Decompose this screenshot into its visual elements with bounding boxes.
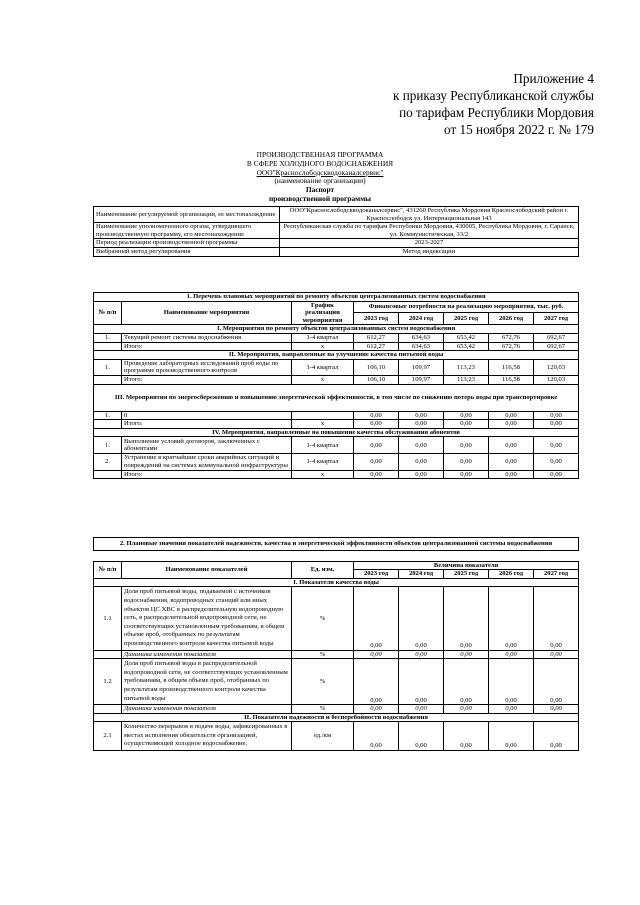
row-value: 120,03 (534, 359, 579, 375)
row-value: 0,00 (399, 587, 444, 650)
heading-title: ПРОИЗВОДСТВЕННАЯ ПРОГРАММА (256, 150, 384, 159)
year-header: 2025 год (444, 570, 489, 579)
organization-caption: (наименование организации) (274, 176, 366, 186)
dynamics-value: 0,00 (534, 705, 579, 714)
row-value: 0,00 (444, 722, 489, 751)
row-name: Текущий ремонт системы водоснабжения (122, 333, 292, 342)
col-num-header: № п/п (94, 561, 122, 578)
row-value: 0,00 (444, 659, 489, 705)
total-value: 106,10 (354, 375, 399, 384)
year-header: 2023 год (354, 570, 399, 579)
dynamics-unit: % (292, 650, 354, 659)
passport-value: ООО"Краснослободскводоканалсервис", 431260 Республика Мордовия Краснослободский район г. Краснослободск ул. Интернациональная 143 (280, 207, 579, 223)
row-schedule: 1-4 квартал (292, 454, 354, 470)
total-label: Итого: (122, 375, 292, 384)
year-header: 2024 год (399, 570, 444, 579)
passport-label: Наименование регулируемой организации, ее местонахождение (94, 207, 280, 223)
row-value: 109,97 (399, 359, 444, 375)
passport-row (94, 207, 579, 223)
row-value: 653,42 (444, 333, 489, 342)
total-label: Итого: (122, 420, 292, 429)
dynamics-value: 0,00 (489, 650, 534, 659)
dynamics-value: 0,00 (444, 705, 489, 714)
dynamics-row (94, 705, 579, 714)
col-name-header: Наименование мероприятия (122, 301, 292, 325)
year-header: 2026 год (489, 313, 534, 325)
row-value: 0,00 (534, 722, 579, 751)
row-value: 692,67 (534, 333, 579, 342)
row-value: 0,00 (444, 437, 489, 454)
total-value: 0,00 (489, 420, 534, 429)
total-value: 0,00 (534, 420, 579, 429)
row-num: 1. (94, 359, 122, 375)
section-title: III. Мероприятия по энергосбережению и повышению энергетической эффективности, в том числе по снижению потерь воды при транспортировке (94, 384, 579, 411)
row-value: 0,00 (444, 454, 489, 470)
section-title: II. Мероприятия, направленные на улучшение качества питьевой воды (94, 351, 579, 360)
row-unit: % (292, 587, 354, 650)
passport-row (94, 239, 579, 248)
indicators-table (93, 537, 579, 751)
row-value: 0,00 (399, 659, 444, 705)
total-row (94, 342, 579, 351)
total-value: 653,42 (444, 342, 489, 351)
row-unit: % (292, 659, 354, 705)
col-value-header: Величина показателя (354, 561, 579, 570)
total-value: 113,23 (444, 375, 489, 384)
dynamics-value: 0,00 (354, 705, 399, 714)
total-value: 0,00 (444, 420, 489, 429)
year-header: 2025 год (444, 313, 489, 325)
row-unit: ед./км (292, 722, 354, 751)
row-schedule: 1-4 квартал (292, 359, 354, 375)
row-name: Устранение в кратчайшие сроки аварийных ситуаций и повреждений на системах коммунальной инфраструктуры (122, 454, 292, 470)
total-value: 692,67 (534, 342, 579, 351)
dynamics-value: 0,00 (444, 650, 489, 659)
repair-measures-table (93, 292, 579, 479)
total-value: 0,00 (399, 420, 444, 429)
row-value: 0,00 (399, 722, 444, 751)
table-row (94, 411, 579, 420)
program-heading (0, 151, 640, 204)
row-value: 0,00 (489, 437, 534, 454)
total-schedule: х (292, 420, 354, 429)
row-value: 0,00 (399, 411, 444, 420)
row-value: 0,00 (534, 437, 579, 454)
appendix-line-4: от 15 ноября 2022 г. № 179 (444, 122, 594, 137)
passport-value: 2023-2027 (280, 239, 579, 248)
section-title: IV. Мероприятия, направленные на повышение качества обслуживания абонентов (94, 428, 579, 437)
row-value: 0,00 (534, 659, 579, 705)
dynamics-value: 0,00 (534, 650, 579, 659)
total-value: 116,58 (489, 375, 534, 384)
total-label: Итого: (122, 342, 292, 351)
row-value: 0,00 (489, 411, 534, 420)
col-name-header: Наименование показателей (122, 561, 292, 578)
row-value: 0,00 (534, 411, 579, 420)
row-value: 0,00 (354, 454, 399, 470)
row-value: 672,76 (489, 333, 534, 342)
row-value: 0,00 (354, 587, 399, 650)
heading-subtitle: В СФЕРЕ ХОЛОДНОГО ВОДОСНАБЖЕНИЯ (246, 158, 394, 168)
total-value: 0,00 (489, 470, 534, 479)
row-name: Доля проб питьевой воды в распределительной водопроводной сети, не соответствующих установленным требованиям, в общем объеме проб, отобранных по результатам производственного контроля качества питьевой воды (122, 659, 292, 705)
appendix-line-2: к приказу Республиканской службы (392, 88, 594, 103)
passport-row (94, 247, 579, 256)
row-value: 612,27 (354, 333, 399, 342)
row-num: 1. (94, 437, 122, 454)
year-header: 2027 год (534, 313, 579, 325)
total-value: 120,03 (534, 375, 579, 384)
year-header: 2026 год (489, 570, 534, 579)
total-label: Итого: (122, 470, 292, 479)
dynamics-value: 0,00 (399, 650, 444, 659)
total-schedule: х (292, 342, 354, 351)
row-value: 0,00 (444, 587, 489, 650)
total-row (94, 420, 579, 429)
row-value: 0,00 (489, 454, 534, 470)
total-value: 634,63 (399, 342, 444, 351)
row-value: 0,00 (489, 659, 534, 705)
row-name: 0 (122, 411, 292, 420)
year-header: 2027 год (534, 570, 579, 579)
year-header: 2024 год (399, 313, 444, 325)
dynamics-value: 0,00 (354, 650, 399, 659)
table1-title: 1. Перечень плановых мероприятий по ремонту объектов централизованных систем водоснабжения (94, 293, 579, 302)
row-value: 0,00 (354, 411, 399, 420)
table-row (94, 587, 579, 650)
dynamics-unit: % (292, 705, 354, 714)
year-header: 2023 год (354, 313, 399, 325)
organization-name: ООО"Краснослободскводоканалсервис" (256, 167, 384, 177)
passport-label: Период реализации производственной программы (94, 239, 280, 248)
row-name: Проведение лабораторных исследований проб воды по программе производственного контроля (122, 359, 292, 375)
row-value: 0,00 (444, 411, 489, 420)
total-value: 0,00 (534, 470, 579, 479)
total-schedule: х (292, 470, 354, 479)
section-title: I. Показатели качества воды (94, 578, 579, 587)
row-value: 116,58 (489, 359, 534, 375)
row-num: 1. (94, 411, 122, 420)
section-title: I. Мероприятия по ремонту объектов централизованных систем водоснабжения (94, 325, 579, 334)
table-row (94, 454, 579, 470)
row-schedule (292, 411, 354, 420)
passport-title: Паспорт (305, 185, 335, 195)
total-row (94, 375, 579, 384)
col-unit-header: Ед. изм. (292, 561, 354, 578)
row-value: 106,10 (354, 359, 399, 375)
row-name: Количество перерывов в подаче воды, зафиксированных в местах исполнения обязательств организацией, осуществляющей холодное водоснабжение, (122, 722, 292, 751)
row-value: 0,00 (354, 659, 399, 705)
row-value: 0,00 (489, 587, 534, 650)
dynamics-row (94, 650, 579, 659)
passport-subtitle: производственной программы (268, 193, 372, 203)
dynamics-label: Динамика изменения показателя (122, 705, 292, 714)
total-value: 0,00 (399, 470, 444, 479)
total-value: 0,00 (444, 470, 489, 479)
row-value: 0,00 (354, 722, 399, 751)
passport-table (93, 206, 579, 257)
dynamics-value: 0,00 (489, 705, 534, 714)
appendix-line-3: по тарифам Республики Мордовия (399, 105, 594, 120)
table-row (94, 359, 579, 375)
total-value: 0,00 (354, 420, 399, 429)
table-row (94, 659, 579, 705)
passport-row (94, 223, 579, 239)
passport-value: Республиканская служба по тарифам Республики Мордовия, 430005, Республика Мордовия, г. Саранск, ул. Коммунистическая, 33/2 (280, 223, 579, 239)
passport-label: Наименование уполномоченного органа, утвердившего производственную программу, его местонахождение (94, 223, 280, 239)
table-row (94, 333, 579, 342)
row-num: 2. (94, 454, 122, 470)
total-value: 109,97 (399, 375, 444, 384)
total-row (94, 470, 579, 479)
row-schedule: 1-4 квартал (292, 437, 354, 454)
row-value: 0,00 (354, 437, 399, 454)
table2-title: 2. Плановые значения показателей надежности, качества и энергетической эффективности объектов централизованной системы водоснабжения (94, 538, 579, 551)
dynamics-label: Динамика изменения показателя (122, 650, 292, 659)
total-schedule: х (292, 375, 354, 384)
passport-label: Выбранный метод регулирования (94, 247, 280, 256)
table-row (94, 437, 579, 454)
col-schedule-header: График реализации мероприятия (292, 301, 354, 325)
passport-value: Метод индексации (280, 247, 579, 256)
row-num: 2.1 (94, 722, 122, 751)
row-num: 1. (94, 333, 122, 342)
total-value: 672,76 (489, 342, 534, 351)
appendix-line-1: Приложение 4 (513, 71, 594, 86)
row-num: 1.2 (94, 659, 122, 705)
row-value: 113,23 (444, 359, 489, 375)
row-value: 0,00 (489, 722, 534, 751)
col-finance-header: Финансовые потребности на реализацию мероприятия, тыс. руб. (354, 301, 579, 313)
appendix-block (393, 70, 594, 138)
row-value: 0,00 (399, 454, 444, 470)
table-row (94, 722, 579, 751)
row-value: 634,63 (399, 333, 444, 342)
dynamics-value: 0,00 (399, 705, 444, 714)
row-schedule: 1-4 квартал (292, 333, 354, 342)
row-name: Доля проб питьевой воды, подаваемой с источников водоснабжения, водопроводных станций или иных объектов ЦС ХВС в распределительную водопроводную сеть, в распределительной водопроводной сети, не соответствующих установленным требованиям, в общем объеме проб, отобранных по результатам производственного контроля качества питьевой воды (122, 587, 292, 650)
section-title: II. Показатели надежности и бесперебойности водоснабжения (94, 713, 579, 722)
total-value: 0,00 (354, 470, 399, 479)
row-num: 1.1 (94, 587, 122, 650)
row-value: 0,00 (534, 587, 579, 650)
total-value: 612,27 (354, 342, 399, 351)
col-num-header: № п/п (94, 301, 122, 325)
row-value: 0,00 (534, 454, 579, 470)
row-name: Выполнение условий договоров, заключенных с абонентами (122, 437, 292, 454)
row-value: 0,00 (399, 437, 444, 454)
